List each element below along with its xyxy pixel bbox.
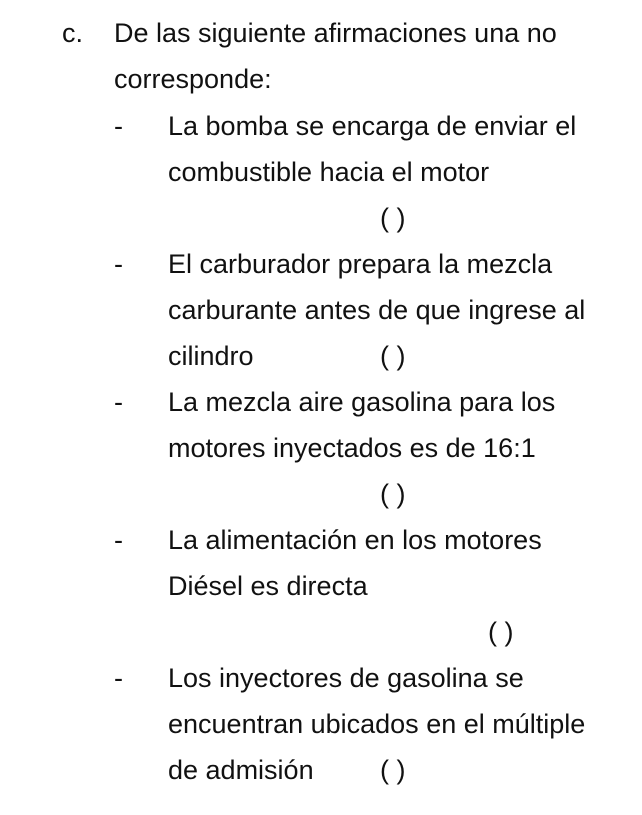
item-5-line-3: de admisión bbox=[168, 755, 314, 785]
item-3-line-2: motores inyectados es de 16:1 bbox=[168, 433, 536, 463]
item-4-answer-blank: ( ) bbox=[488, 617, 514, 647]
item-1-dash: - bbox=[114, 111, 123, 141]
item-4-dash: - bbox=[114, 525, 123, 555]
item-3-dash: - bbox=[114, 387, 123, 417]
item-2-answer-blank: ( ) bbox=[380, 341, 406, 371]
item-5-line-2: encuentran ubicados en el múltiple bbox=[168, 709, 586, 739]
item-2-line-3: cilindro bbox=[168, 341, 254, 371]
item-4-line-2: Diésel es directa bbox=[168, 571, 368, 601]
question-line-1: De las siguiente afirmaciones una no bbox=[114, 18, 557, 48]
item-5-answer-blank: ( ) bbox=[380, 755, 406, 785]
item-3-line-1: La mezcla aire gasolina para los bbox=[168, 387, 556, 417]
item-2-line-1: El carburador prepara la mezcla bbox=[168, 249, 553, 279]
item-1-line-1: La bomba se encarga de enviar el bbox=[168, 111, 577, 141]
item-2-dash: - bbox=[114, 249, 123, 279]
item-1-line-2: combustible hacia el motor bbox=[168, 157, 490, 187]
question-line-2: corresponde: bbox=[114, 64, 272, 94]
item-1-answer-blank: ( ) bbox=[380, 203, 406, 233]
question-marker: c. bbox=[62, 18, 84, 48]
item-2-line-2: carburante antes de que ingrese al bbox=[168, 295, 586, 325]
item-3-answer-blank: ( ) bbox=[380, 479, 406, 509]
item-5-line-1: Los inyectores de gasolina se bbox=[168, 663, 524, 693]
item-5-dash: - bbox=[114, 663, 123, 693]
item-4-line-1: La alimentación en los motores bbox=[168, 525, 542, 555]
